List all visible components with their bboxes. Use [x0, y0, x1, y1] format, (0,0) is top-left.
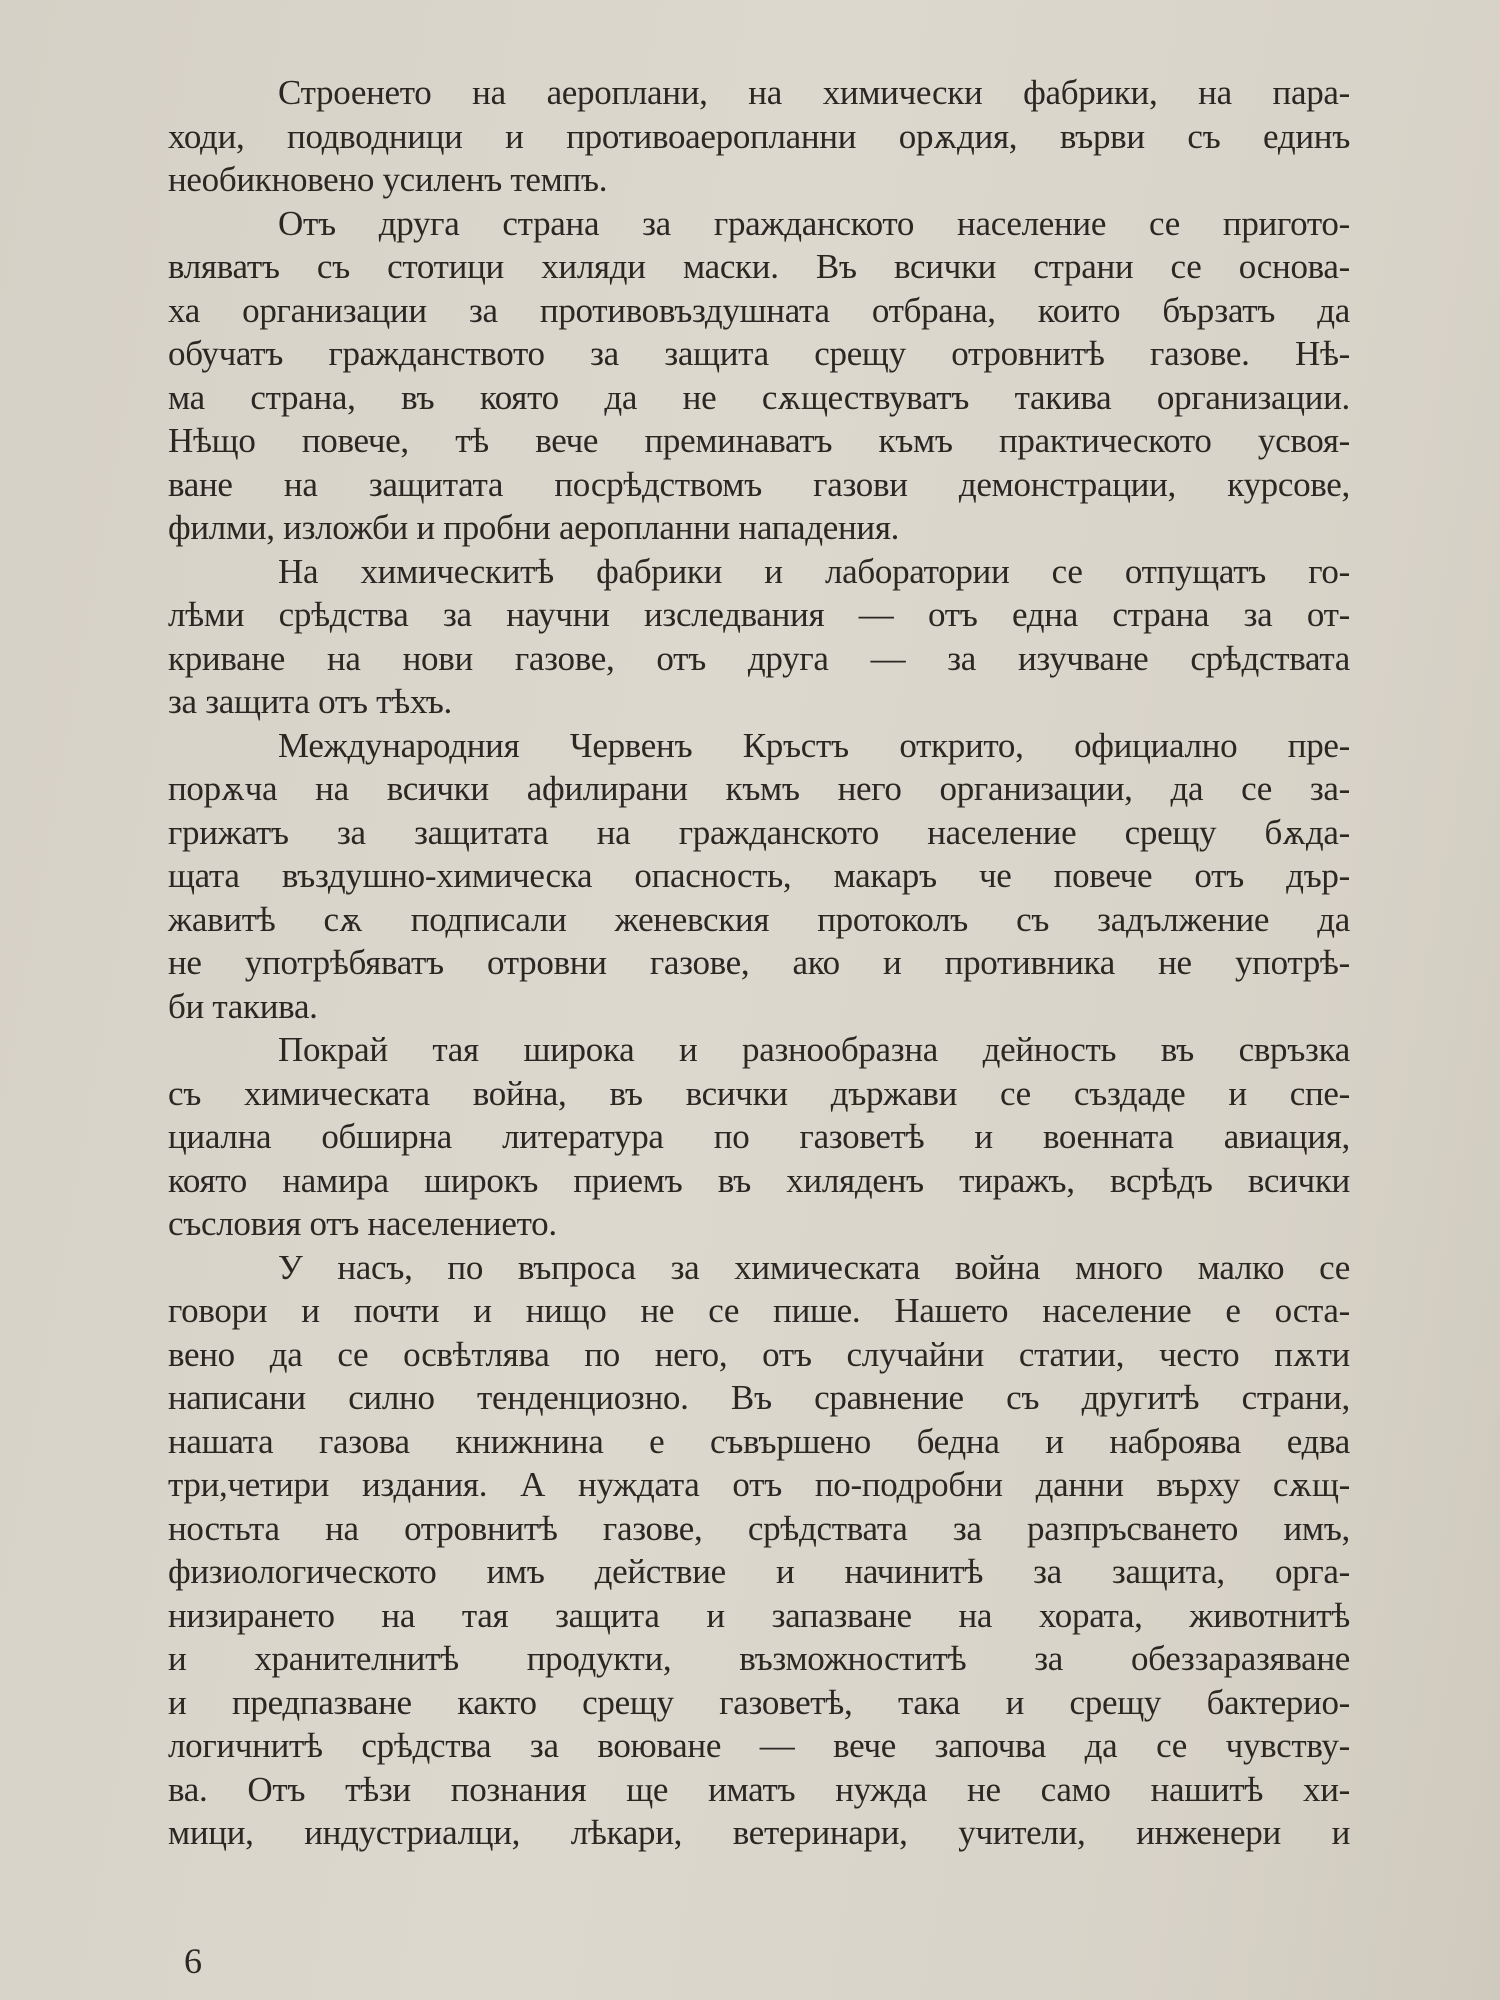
text-line: съсловия отъ населението. — [168, 1204, 557, 1243]
text-line: лѣми срѣдства за научни изследвания — отъ една страна за от- — [168, 595, 1350, 634]
paragraph — [168, 724, 1350, 1029]
text-line: написани силно тенденциозно. Въ сравнение съ другитѣ страни, — [168, 1378, 1350, 1417]
text-line: вляватъ съ стотици хиляди маски. Въ всички страни се основа- — [168, 247, 1350, 286]
text-line: Отъ друга страна за гражданското население се пригото- — [278, 203, 1350, 243]
text-line: обучатъ гражданството за защита срещу отровнитѣ газове. Нѣ- — [168, 334, 1350, 373]
text-line: ва. Отъ тѣзи познания ще иматъ нужда не само нашитѣ хи- — [168, 1769, 1350, 1809]
page-body — [168, 71, 1350, 1855]
text-line: нашата газова книжнина е съвършено бедна и наброява едва — [168, 1421, 1350, 1461]
text-line: и предпазване както срещу газоветѣ, така и срещу бактерио- — [168, 1682, 1350, 1722]
text-line: логичнитѣ срѣдства за воюване — вече започва да се чувству- — [168, 1726, 1350, 1765]
text-line: филми, изложби и пробни аеропланни нападения. — [168, 508, 900, 547]
page-number: 6 — [184, 1941, 202, 1981]
text-line: би такива. — [168, 986, 318, 1026]
text-line: циална обширна литература по газоветѣ и военната авиация, — [168, 1117, 1350, 1156]
text-line: низирането на тая защита и запазване на хората, животнитѣ — [168, 1595, 1350, 1635]
text-line: ха организации за противовъздушната отбрана, които бързатъ да — [168, 290, 1350, 330]
paragraph — [168, 1028, 1350, 1246]
text-line: жавитѣ сѫ подписали женевския протоколъ съ задължение да — [168, 899, 1350, 939]
text-line: и хранителнитѣ продукти, възможноститѣ за обеззаразяване — [168, 1639, 1350, 1678]
text-line: не употрѣбяватъ отровни газове, ако и противника не употрѣ- — [168, 943, 1350, 982]
text-line: Нѣщо повече, тѣ вече преминаватъ къмъ практическото усвоя- — [168, 421, 1350, 460]
text-line: съ химическата война, въ всички държави се създаде и спе- — [168, 1073, 1350, 1113]
text-line: три,четири издания. А нуждата отъ по-подробни данни върху сѫщ- — [168, 1465, 1350, 1504]
text-line: която намира широкъ приемъ въ хилядeнъ тиражъ, всрѣдъ всички — [168, 1160, 1350, 1200]
text-line: Международния Червенъ Кръстъ открито, официално пре- — [278, 725, 1350, 765]
paragraph — [168, 550, 1350, 724]
text-line: говори и почти и нищо не се пише. Нашето население е оста- — [168, 1291, 1350, 1330]
text-line: мици, индустриалци, лѣкари, ветеринари, учители, инженери и — [168, 1813, 1350, 1852]
text-line: порѫча на всички афилирани къмъ него организации, да се за- — [168, 769, 1350, 808]
text-line: На химическитѣ фабрики и лаборатории се отпущатъ го- — [278, 551, 1350, 591]
text-line: щата въздушно-химическа опасность, макаръ че повече отъ дър- — [168, 856, 1350, 895]
text-line: грижатъ за защитата на гражданското население срещу бѫда- — [168, 812, 1350, 852]
text-line: ностьта на отровнитѣ газове, срѣдствата за разпръсването имъ, — [168, 1508, 1350, 1548]
paragraph — [168, 202, 1350, 550]
paragraph — [168, 71, 1350, 202]
paragraph — [168, 1246, 1350, 1855]
text-line: необикновено усиленъ темпъ. — [168, 160, 608, 199]
text-line: ходи, подводници и противоаеропланни орѫдия, върви съ единъ — [168, 116, 1350, 156]
text-line: за защита отъ тѣхъ. — [168, 682, 452, 721]
text-line: криване на нови газове, отъ друга — за изучване срѣдствата — [168, 638, 1350, 678]
text-line: физиологическото имъ действие и начинитѣ за защита, орга- — [168, 1552, 1350, 1591]
text-line: вено да се освѣтлява по него, отъ случайни статии, често пѫти — [168, 1334, 1350, 1374]
text-line: ване на защитата посрѣдствомъ газови демонстрации, курсове, — [168, 464, 1350, 504]
text-line: Покрай тая широка и разнообразна дейность въ свръзка — [278, 1030, 1350, 1069]
text-line: Строенето на аероплани, на химически фабрики, на пара- — [278, 73, 1350, 112]
text-line: ма страна, въ която да не сѫществуватъ такива организации. — [168, 377, 1350, 417]
text-line: У насъ, по въпроса за химическата война много малко се — [278, 1247, 1350, 1287]
